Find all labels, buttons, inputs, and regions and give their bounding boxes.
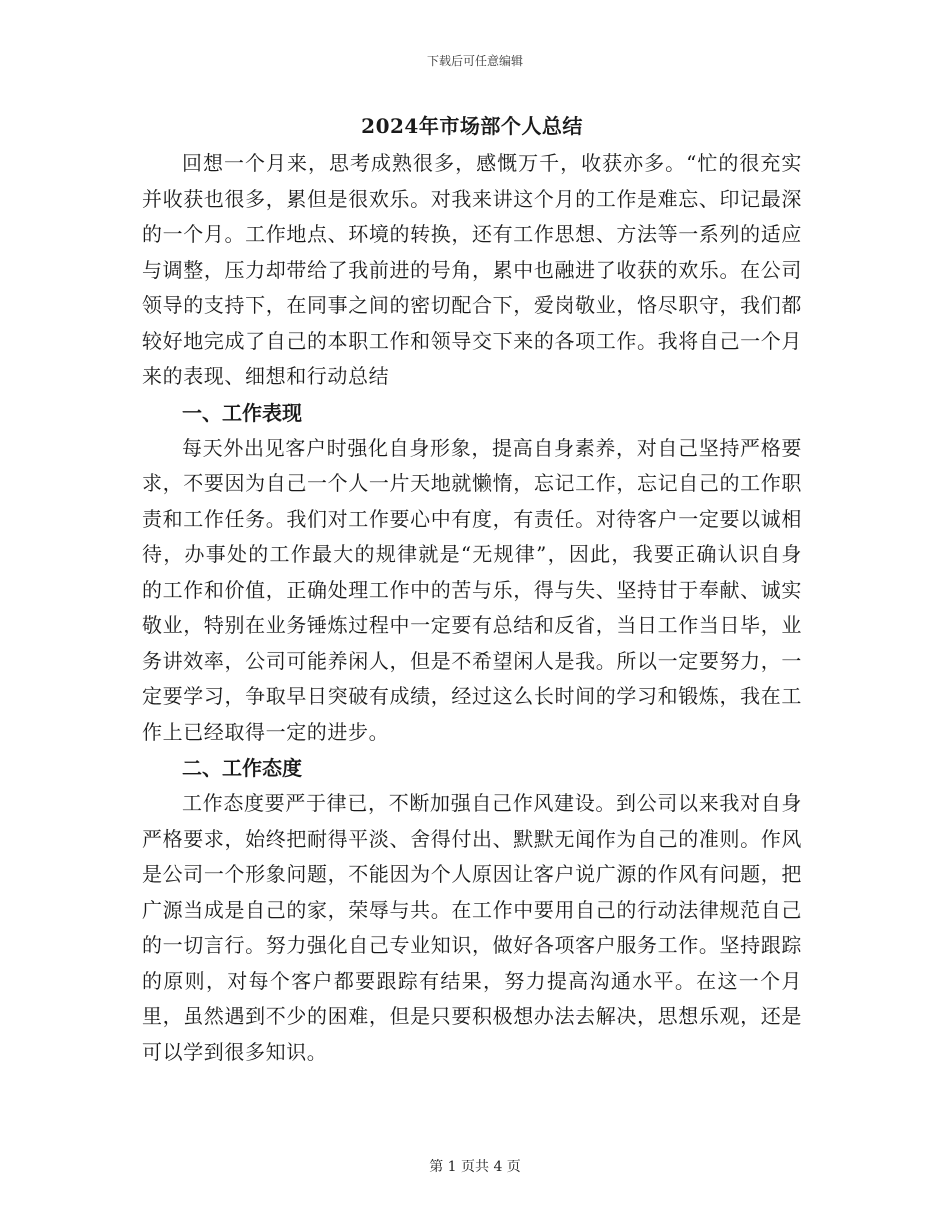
section-heading-work-performance: 一、工作表现 xyxy=(182,400,302,425)
intro-paragraph: 回想一个月来，思考成熟很多，感慨万千，收获亦多。“忙的很充实并收获也很多，累但是很欢乐。对我来讲这个月的工作是难忘、印记最深的一个月。工作地点、环境的转换，还有工作思想、方法等一系列的适应与调整，压力却带给了我前进的号角，累中也融进了收获的欢乐。在公司领导的支持下，在同事之间的密切配合下，爱岗敬业，恪尽职守，我们都较好地完成了自己的本职工作和领导交下来的各项工作。我将自己一个月来的表现、细想和行动总结 xyxy=(142,151,802,388)
section-heading-work-attitude: 二、工作态度 xyxy=(182,756,302,780)
section-body-work-attitude: 工作态度要严于律已，不断加强自己作风建设。到公司以来我对自身严格要求，始终把耐得平淡、舍得付出、默默无闻作为自己的准则。作风是公司一个形象问题，不能因为个人原因让客户说广源的作风有问题，把广源当成是自己的家，荣辱与共。在工作中要用自己的行动法律规范自己的一切言行。努力强化自己专业知识，做好各项客户服务工作。坚持跟踪的原则，对每个客户都要跟踪有结果，努力提高沟通水平。在这一个月里，虽然遇到不少的困难，但是只要积极想办法去解决，思想乐观，还是可以学到很多知识。 xyxy=(142,791,802,1064)
page-header-note: 下载后可任意编辑 xyxy=(426,54,523,68)
page-number: 第 1 页共 4 页 xyxy=(429,1159,521,1175)
document-title: 2024年市场部个人总结 xyxy=(361,114,583,138)
section-body-work-performance: 每天外出见客户时强化自身形象，提高自身素养，对自己坚持严格要求，不要因为自己一个人一片天地就懒惰，忘记工作，忘记自己的工作职责和工作任务。我们对工作要心中有度，有责任。对待客户一定要以诚相待，办事处的工作最大的规律就是“无规律”，因此，我要正确认识自身的工作和价值，正确处理工作中的苦与乐，得与失、坚持甘于奉献、诚实敬业，特别在业务锤炼过程中一定要有总结和反省，当日工作当日毕，业务讲效率，公司可能养闲人，但是不希望闲人是我。所以一定要努力，一定要学习，争取早日突破有成绩，经过这么长时间的学习和锻炼，我在工作上已经取得一定的进步。 xyxy=(142,435,802,744)
document-body xyxy=(142,112,802,1070)
